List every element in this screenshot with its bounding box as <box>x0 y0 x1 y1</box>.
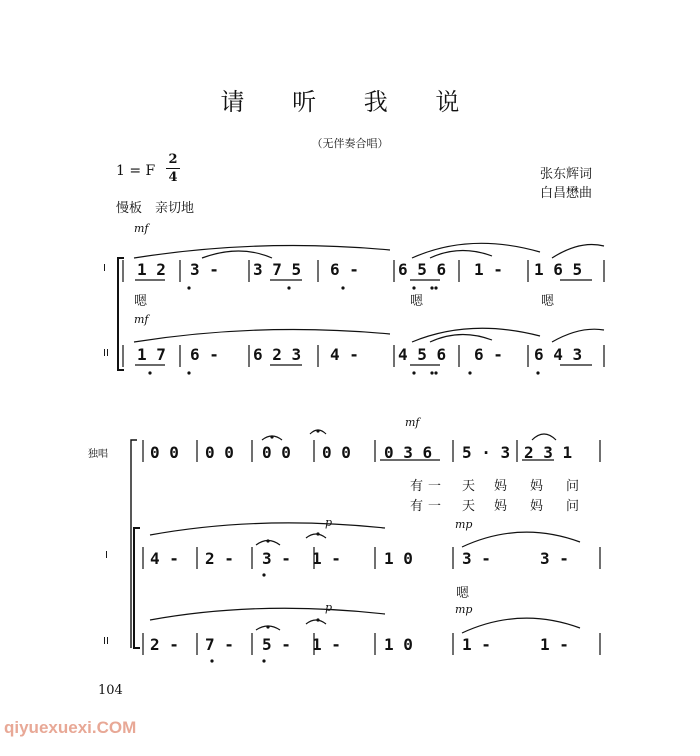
s1v2-measure-3: 6 2 3 <box>253 345 302 364</box>
s1v1-measure-3: 3 7 5 <box>253 260 302 279</box>
s1v2-measure-2: 6 - <box>190 345 219 364</box>
solo-lyric1-4: 妈 <box>494 479 508 494</box>
s1v1-measure-1: 1 2 <box>137 260 166 279</box>
s2v2-measure-1: 2 - <box>150 635 179 654</box>
s2v2-measure-5: 1 0 <box>384 635 413 654</box>
solo-lyric1-6: 问 <box>566 479 580 494</box>
s2v1-measure-2: 2 - <box>205 549 234 568</box>
s2v1-measure-6: 3 - <box>462 549 491 568</box>
s2v1-measure-5: 1 0 <box>384 549 413 568</box>
s2v2-measure-6: 1 - <box>462 635 491 654</box>
song-title: 请 听 我 说 <box>220 88 480 116</box>
song-subtitle: （无伴奏合唱） <box>311 137 389 150</box>
s2v1-lyric-1: 嗯 <box>456 586 470 601</box>
solo-label: 独唱 <box>88 449 108 460</box>
solo-dynamic: mf <box>405 416 420 429</box>
key-signature: 1 = F <box>116 163 156 179</box>
s1v1-measure-4: 6 - <box>330 260 359 279</box>
system1-voice1-dynamic: mf <box>134 222 149 235</box>
page-number: 104 <box>98 683 123 698</box>
s2v1-measure-7: 3 - <box>540 549 569 568</box>
solo-lyric1-1: 有 <box>410 479 424 494</box>
watermark-logo: qiyuexuexi.COM <box>4 718 137 737</box>
s1v2-measure-6: 6 - <box>474 345 503 364</box>
s2v1-measure-1: 4 - <box>150 549 179 568</box>
s1v2-measure-7: 6 4 3 <box>534 345 583 364</box>
solo-lyric2-1: 有 <box>410 499 424 514</box>
tempo-marking: 慢板 亲切地 <box>116 201 195 216</box>
s2v1-measure-4: 1 - <box>312 549 341 568</box>
solo-measure-2: 0 0 <box>205 443 234 462</box>
solo-measure-6: 5 · 3 <box>462 443 511 462</box>
lyricist-credit: 张东辉词 <box>540 167 593 182</box>
solo-lyric2-3: 天 <box>462 499 476 514</box>
s1v1-lyric-3: 嗯 <box>541 294 555 309</box>
s1v1-measure-5: 6 5 6 <box>398 260 447 279</box>
solo-lyric1-3: 天 <box>462 479 476 494</box>
s2v1-measure-3: 3 - <box>262 549 291 568</box>
solo-lyric2-2: 一 <box>428 499 442 514</box>
s1v1-measure-6: 1 - <box>474 260 503 279</box>
s2v2-label: II <box>103 636 109 647</box>
s2v1-label: I <box>105 550 108 561</box>
system1-voice2-dynamic: mf <box>134 313 149 326</box>
s1v2-measure-1: 1 7 <box>137 345 166 364</box>
s1v1-measure-2: 3 - <box>190 260 219 279</box>
time-signature-bottom: 4 <box>168 170 178 185</box>
s1v2-measure-4: 4 - <box>330 345 359 364</box>
s2v1-dynamic-p: p <box>325 516 333 529</box>
solo-lyric2-6: 问 <box>566 499 580 514</box>
solo-lyric2-5: 妈 <box>530 499 544 514</box>
s1v1-measure-7: 1 6 5 <box>534 260 583 279</box>
solo-measure-5: 0 3 6 <box>384 443 433 462</box>
system1-voice2-label: II <box>103 348 109 359</box>
s2v1-dynamic-mp: mp <box>455 518 473 531</box>
solo-measure-3: 0 0 <box>262 443 291 462</box>
s2v2-measure-4: 1 - <box>312 635 341 654</box>
solo-measure-1: 0 0 <box>150 443 179 462</box>
system1-voice1-label: I <box>103 263 106 274</box>
time-signature-top: 2 <box>168 152 178 167</box>
s2v2-dynamic-mp: mp <box>455 603 473 616</box>
composer-credit: 白昌懋曲 <box>540 186 593 201</box>
solo-lyric1-2: 一 <box>428 479 442 494</box>
solo-measure-7: 2 3 1 <box>524 443 573 462</box>
solo-measure-4: 0 0 <box>322 443 351 462</box>
s2v2-dynamic-p: p <box>325 601 333 614</box>
s1v1-lyric-2: 嗯 <box>410 294 424 309</box>
s2v2-measure-7: 1 - <box>540 635 569 654</box>
s1v1-lyric-1: 嗯 <box>134 294 148 309</box>
solo-lyric1-5: 妈 <box>530 479 544 494</box>
solo-lyric2-4: 妈 <box>494 499 508 514</box>
s2v2-measure-3: 5 - <box>262 635 291 654</box>
s1v2-measure-5: 4 5 6 <box>398 345 447 364</box>
s2v2-measure-2: 7 - <box>205 635 234 654</box>
